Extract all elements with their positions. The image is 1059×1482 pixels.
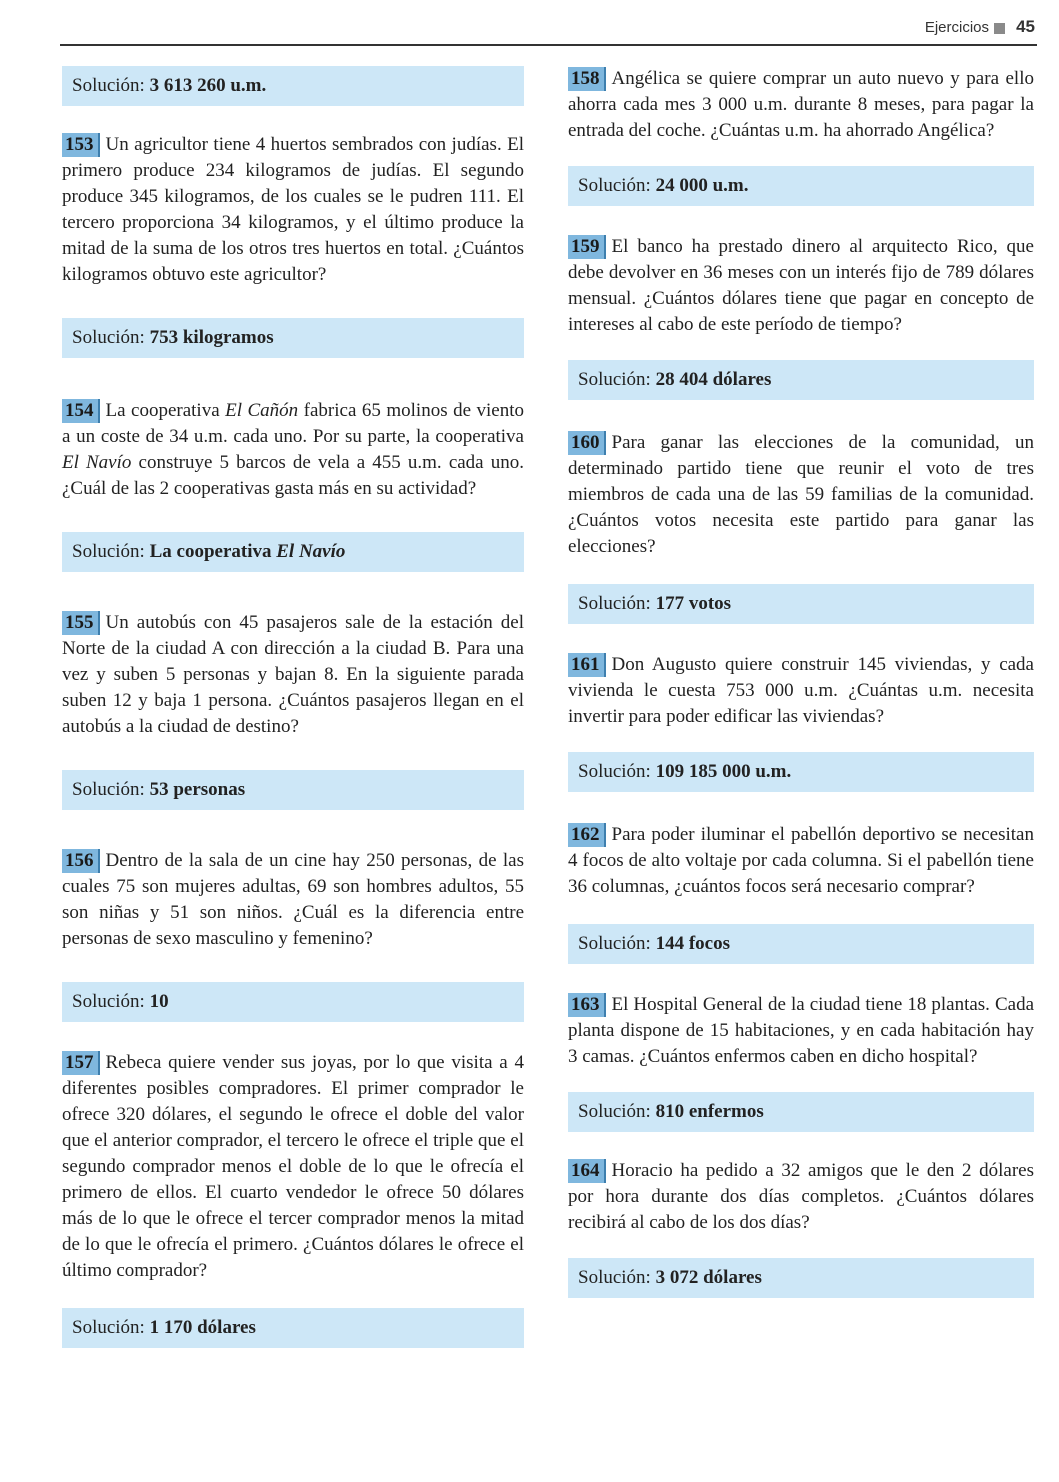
exercise-text: El Hospital General de la ciudad tiene 18 plantas. Cada planta dispone de 15 habitaciones, y en cada habitación hay 3 camas. ¿Cuántos enfermos caben en dicho hospital? — [568, 994, 1034, 1067]
exercise-number: 154 — [62, 399, 100, 423]
solution-box: Solución: 753 kilogramos — [62, 318, 524, 358]
solution-box: Solución: 53 personas — [62, 770, 524, 810]
exercise-161 — [568, 652, 1034, 730]
exercise-number: 155 — [62, 611, 100, 635]
exercise-text: Don Augusto quiere construir 145 viviendas, y cada vivienda le cuesta 753 000 u.m. ¿Cuántas u.m. necesita invertir para poder edificar las viviendas? — [568, 654, 1034, 727]
exercise-155 — [62, 610, 524, 740]
solution-box: Solución: 3 072 dólares — [568, 1258, 1034, 1298]
exercise-text: Un autobús con 45 pasajeros sale de la estación del Norte de la ciudad A con dirección a la ciudad B. Para una vez y suben 5 personas y bajan 8. En la siguiente parada suben 12 y baja 1 persona. ¿Cuántos pasajeros llegan en el autobús a la ciudad de destino? — [62, 612, 524, 737]
exercise-number: 160 — [568, 431, 606, 455]
exercise-157 — [62, 1050, 524, 1284]
solution-box: Solución: La cooperativa El Navío — [62, 532, 524, 572]
exercise-number: 164 — [568, 1159, 606, 1183]
solution-box: Solución: 810 enfermos — [568, 1092, 1034, 1132]
left-column — [62, 66, 524, 1348]
solution-box: Solución: 1 170 dólares — [62, 1308, 524, 1348]
solution-box: Solución: 3 613 260 u.m. — [62, 66, 524, 106]
exercise-154 — [62, 398, 524, 502]
exercise-163 — [568, 992, 1034, 1070]
exercise-text: Para ganar las elecciones de la comunidad, un determinado partido tiene que reunir el voto de tres miembros de cada una de las 59 familias de la comunidad. ¿Cuántos votos necesita este partido para ganar las elecciones? — [568, 432, 1034, 557]
solution-box: Solución: 24 000 u.m. — [568, 166, 1034, 206]
solution-box: Solución: 109 185 000 u.m. — [568, 752, 1034, 792]
exercise-number: 157 — [62, 1051, 100, 1075]
page-number: 45 — [1016, 17, 1035, 36]
right-column — [568, 66, 1034, 1298]
exercise-number: 162 — [568, 823, 606, 847]
solution-box: Solución: 10 — [62, 982, 524, 1022]
exercise-number: 161 — [568, 653, 606, 677]
solution-box: Solución: 28 404 dólares — [568, 360, 1034, 400]
exercise-number: 159 — [568, 235, 606, 259]
page-header — [60, 0, 1037, 46]
exercise-number: 153 — [62, 133, 100, 157]
exercise-160 — [568, 430, 1034, 560]
exercise-153 — [62, 132, 524, 288]
exercise-text: Angélica se quiere comprar un auto nuevo y para ello ahorra cada mes 3 000 u.m. durante 8 meses, para pagar la entrada del coche. ¿Cuántas u.m. ha ahorrado Angélica? — [568, 68, 1034, 141]
exercise-number: 163 — [568, 993, 606, 1017]
exercise-text: Dentro de la sala de un cine hay 250 personas, de las cuales 75 son mujeres adultas, 69 son hombres adultos, 55 son niñas y 51 son niños. ¿Cuál es la diferencia entre personas de sexo masculino y femenino? — [62, 850, 524, 949]
exercise-text: Un agricultor tiene 4 huertos sembrados con judías. El primero produce 234 kilogramos de judías. El segundo produce 345 kilogramos, de los cuales se le pudren 111. El tercero proporciona 34 kilogramos, y el último produce la mitad de la suma de los otros tres huertos en total. ¿Cuántos kilogramos obtuvo este agricultor? — [62, 134, 524, 285]
exercise-text: La cooperativa El Cañón fabrica 65 molinos de viento a un coste de 34 u.m. cada uno. Por su parte, la cooperativa El Navío construye 5 barcos de vela a 455 u.m. cada uno. ¿Cuál de las 2 cooperativas gasta más en su actividad? — [62, 400, 525, 499]
exercise-text: Rebeca quiere vender sus joyas, por lo que visita a 4 diferentes posibles compradores. El primer comprador le ofrece 320 dólares, el segundo le ofrece el doble del valor que el anterior comprador, el tercero le ofrece el triple que el segundo comprador menos el doble de lo que le ofrecía el primero de ellos. El cuarto vendedor le ofrece 50 dólares más de lo que le ofrece el tercer comprador menos la mitad de lo que le ofrecía el primero. ¿Cuántos dólares le ofrece el último comprador? — [62, 1052, 524, 1281]
exercise-164 — [568, 1158, 1034, 1236]
exercise-text: El banco ha prestado dinero al arquitecto Rico, que debe devolver en 36 meses con un interés fijo de 789 dólares mensual. ¿Cuántos dólares tiene que pagar en concepto de intereses al cabo de este período de tiempo? — [568, 236, 1034, 335]
solution-box: Solución: 144 focos — [568, 924, 1034, 964]
square-bullet-icon — [994, 23, 1005, 34]
exercise-162 — [568, 822, 1034, 900]
exercise-156 — [62, 848, 524, 952]
exercise-text: Horacio ha pedido a 32 amigos que le den 2 dólares por hora durante dos días completos. ¿Cuántos dólares recibirá al cabo de los dos días? — [568, 1160, 1034, 1233]
exercise-text: Para poder iluminar el pabellón deportivo se necesitan 4 focos de alto voltaje por cada columna. Si el pabellón tiene 36 columnas, ¿cuántos focos será necesario comprar? — [568, 824, 1034, 897]
exercise-159 — [568, 234, 1034, 338]
exercise-number: 158 — [568, 67, 606, 91]
solution-box: Solución: 177 votos — [568, 584, 1034, 624]
section-title: Ejercicios — [924, 19, 989, 36]
exercise-number: 156 — [62, 849, 100, 873]
exercise-158 — [568, 66, 1034, 144]
